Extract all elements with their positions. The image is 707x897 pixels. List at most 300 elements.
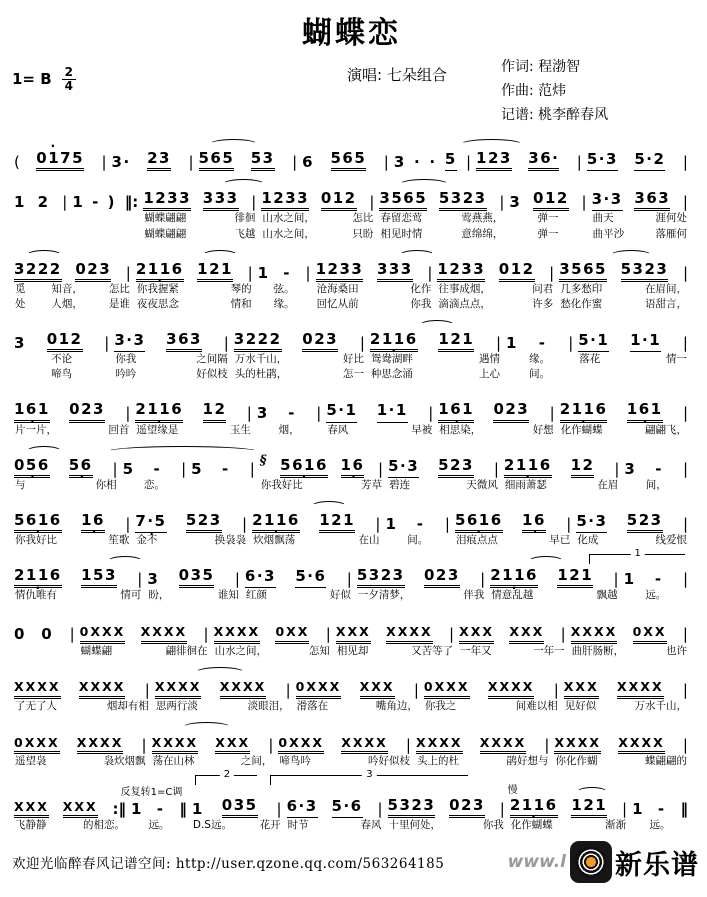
lyric-group: 山水之间， — [262, 227, 315, 240]
lyric-group: 只盼 — [352, 227, 374, 240]
measure — [314, 259, 436, 312]
note-token: XXXX — [488, 680, 535, 698]
note-token: 121 — [197, 261, 233, 282]
lyric-group: 早被 — [411, 423, 433, 436]
note-token: 023 — [424, 567, 460, 588]
note-token: 1 — [191, 799, 204, 818]
lyric-group: 远。 — [148, 819, 170, 832]
lyric-group: 蝴蝶翩 — [80, 644, 113, 657]
measure — [453, 510, 574, 548]
note-token: - — [92, 193, 100, 212]
lyric-group: 片一片， — [15, 423, 57, 436]
lyric-group: 几多愁印 — [560, 282, 603, 295]
lyric-line — [131, 818, 187, 833]
site-url-prefix: www.l — [507, 852, 566, 873]
barline: | — [141, 735, 147, 754]
lyric-group: 你我之 — [424, 699, 457, 712]
lyric-group: 弹一 — [537, 212, 559, 225]
note-token: · 0175 — [36, 150, 84, 171]
barline: ‖ — [680, 799, 688, 818]
measure — [70, 188, 141, 241]
note-token: XXXX — [341, 736, 388, 754]
lyric-group: 天微风 — [466, 478, 498, 491]
lyric-line — [72, 226, 138, 241]
measure — [457, 621, 569, 659]
barline: | — [613, 570, 619, 589]
barline: | — [576, 153, 582, 172]
segno-icon: § — [259, 452, 267, 468]
measure — [259, 188, 377, 241]
lyric-line — [261, 211, 374, 226]
lyric-group: 你我握紧 — [136, 282, 179, 295]
measure — [250, 510, 383, 548]
notes-line — [510, 795, 627, 818]
barline: | — [682, 263, 688, 282]
lyric-line — [287, 818, 383, 833]
lyric-group: 弦。 — [273, 282, 295, 295]
note-token: 333 — [203, 190, 239, 211]
lyric-line — [143, 227, 256, 242]
lyric-line — [147, 588, 240, 603]
system-8 — [12, 548, 691, 603]
notes-line — [632, 795, 688, 818]
lyric-group: 曲肝肠断， — [571, 644, 625, 657]
lyric-line — [252, 533, 380, 548]
note-token: 6 — [302, 153, 315, 172]
barline: | — [247, 263, 253, 282]
lyric-group: 好似枝 — [196, 368, 228, 381]
note-token: XXX — [14, 800, 49, 818]
lyric-group: 琴的 — [230, 282, 252, 295]
lyric-group: 在山 — [358, 534, 380, 547]
lyric-group: 你化作蝴 — [555, 755, 598, 768]
lyric-group: 春留恋莺 — [380, 212, 423, 225]
lyric-group: 袅炊烟飘 — [103, 755, 146, 768]
notes-line — [578, 329, 688, 352]
note-token: 36· — [528, 150, 559, 171]
notes-line — [252, 510, 380, 533]
barline: | — [234, 570, 240, 589]
lyric-group: 化作 — [410, 282, 432, 295]
barline: | — [285, 680, 291, 699]
slur-arc — [182, 722, 232, 733]
lyric-group: 十里何处， — [388, 819, 442, 832]
lyric-line — [316, 297, 433, 312]
barline: | — [682, 570, 689, 589]
lyric-line — [260, 478, 383, 493]
notes-line — [459, 621, 566, 644]
note-token: 5·6 — [332, 798, 363, 818]
measure — [12, 400, 133, 438]
lyric-line — [624, 478, 688, 493]
note-token: 3 — [393, 153, 406, 172]
note-token: 1 — [14, 193, 26, 212]
lyric-line — [554, 754, 688, 769]
measure — [504, 329, 576, 382]
barline: | — [682, 334, 688, 353]
notes-line — [504, 455, 620, 478]
barline: | — [682, 193, 688, 212]
note-token: 523 — [186, 512, 222, 533]
notes-line — [296, 676, 419, 699]
measure — [12, 148, 110, 171]
barline: | — [325, 625, 331, 644]
note-token: XXXX — [155, 680, 202, 698]
note-token: XXXX — [220, 680, 267, 698]
lyric-group: 好比 — [342, 353, 364, 366]
note-token: 16 · — [522, 512, 546, 533]
note-token: XXXX — [617, 680, 664, 698]
measure — [150, 731, 277, 769]
lyric-line — [576, 533, 688, 548]
notes-line — [490, 565, 618, 588]
system-1 — [12, 135, 691, 171]
lyric-line — [114, 367, 228, 382]
lyric-group: 了无了人 — [15, 699, 57, 712]
note-token: 0 — [41, 625, 54, 644]
measure — [562, 676, 691, 714]
lyric-group: 许多 — [532, 298, 554, 311]
lyric-group: 嘴角边， — [375, 699, 418, 712]
note-token: 1233 — [143, 190, 191, 211]
lyric-group: 觅 — [15, 282, 26, 295]
note-token: 363 — [166, 331, 202, 352]
measure — [507, 188, 589, 241]
measures-row — [12, 400, 691, 438]
lyric-line — [379, 211, 504, 226]
lyric-group: 往事成烟， — [438, 282, 491, 295]
note-token: 12 — [203, 401, 227, 422]
measure — [258, 452, 386, 493]
notes-line — [564, 676, 688, 699]
note-token: 2116 · — [136, 261, 184, 282]
lyric-line — [14, 588, 142, 603]
note-token: · — [429, 153, 437, 172]
notes-line — [14, 795, 126, 818]
barline: | — [549, 263, 555, 282]
lyric-line — [509, 227, 586, 242]
lyric-group: 头的杜鹃， — [234, 368, 288, 381]
measure — [133, 400, 254, 438]
notes-line — [14, 731, 147, 754]
lyric-group: 你我好比 — [260, 478, 303, 491]
notes-line — [476, 148, 582, 171]
note-token: 5 — [191, 459, 204, 478]
barline: | — [581, 193, 587, 212]
measure — [12, 455, 121, 493]
lyric-line — [379, 227, 504, 242]
lyric-group: 沧海桑田 — [316, 282, 359, 295]
lyric-group: 你我 — [482, 819, 504, 832]
notes-line — [234, 329, 365, 352]
measure — [355, 565, 488, 603]
barline: | — [242, 514, 248, 533]
note-token: 5·3 — [388, 458, 419, 478]
volta-number: 1 — [630, 548, 644, 559]
notes-line — [287, 795, 383, 818]
lyric-group: 怎比 — [108, 282, 130, 295]
note-token: XXXX — [554, 736, 601, 754]
notes-line — [416, 731, 550, 754]
note-token: 121 — [319, 512, 355, 533]
lyric-line — [437, 297, 554, 312]
lyric-line — [336, 644, 454, 659]
lyric-line — [624, 588, 688, 603]
measure — [422, 676, 562, 714]
barline: | — [137, 570, 143, 589]
note-token: 565 — [331, 150, 367, 171]
lyric-group: 好似 — [329, 589, 351, 602]
measure — [557, 259, 691, 312]
barline: | — [104, 334, 110, 353]
note-token: 6·3 — [245, 568, 276, 588]
measure — [153, 676, 294, 714]
notes-line — [14, 329, 109, 352]
measure — [189, 455, 258, 493]
lyric-group: 啼鸟吟 — [279, 755, 311, 768]
measure — [558, 400, 691, 438]
lyric-line — [14, 282, 131, 297]
note-token: XXXX — [416, 736, 463, 754]
note-token: 5·1 — [326, 402, 357, 422]
notes-line — [14, 400, 130, 423]
lyric-group: 又苦等了 — [411, 644, 454, 657]
note-token: 3222 — [14, 261, 62, 282]
note-token: 0XX — [633, 625, 667, 643]
lyric-group: 碧连 — [389, 478, 411, 491]
note-token: - — [283, 263, 291, 282]
lyric-line — [592, 227, 688, 242]
note-token: 23 — [147, 150, 171, 171]
lyric-line — [136, 282, 253, 297]
lyric-line — [424, 699, 559, 714]
lyric-group: 山水之间， — [262, 212, 315, 225]
measure — [294, 676, 422, 714]
notes-line — [587, 148, 688, 171]
lyric-line — [143, 211, 256, 226]
lyric-group: 徘徊 — [234, 212, 256, 225]
slur-arc — [195, 667, 245, 678]
lyric-line — [578, 352, 688, 367]
credits-block — [501, 56, 691, 127]
measure — [12, 329, 112, 382]
lyric-group: 落雁何 — [655, 227, 687, 240]
lyric-group: 你我好比 — [15, 534, 57, 547]
lyric-group: 的相恋。 — [83, 819, 126, 832]
lyric-group: 芳草 — [361, 478, 383, 491]
note-token: 023 — [75, 261, 111, 282]
lyric-line — [326, 423, 433, 438]
lyric-group: 意绵绵， — [461, 227, 504, 240]
lyric-line — [504, 478, 620, 493]
barline: | — [251, 193, 257, 212]
lyric-group: 弹一 — [537, 227, 559, 240]
notes-line — [192, 795, 282, 818]
barline: ‖: — [124, 193, 139, 212]
measures-row — [12, 795, 691, 833]
lyric-group: 处 — [15, 298, 26, 311]
lyric-group: 相思染， — [439, 423, 482, 436]
header-meta — [12, 56, 691, 127]
measure — [212, 621, 334, 659]
barline: | — [682, 153, 688, 172]
notes-line — [112, 148, 194, 171]
lyric-group: 相见却 — [336, 644, 369, 657]
notes-line — [438, 400, 554, 423]
note-token: 7·5 · — [135, 513, 166, 533]
lyric-group: 恋。 — [143, 478, 165, 491]
lyric-line — [506, 367, 573, 382]
lyric-group: 你相 — [95, 478, 117, 491]
lyric-group: 飞静静 — [15, 819, 47, 832]
notes-line — [147, 565, 240, 588]
measure — [392, 148, 474, 171]
note-token: 1·1 — [630, 332, 661, 352]
lyric-line — [559, 297, 688, 312]
lyric-group: 情仇唯有 — [15, 589, 57, 602]
lyric-line — [571, 644, 688, 659]
lyric-group: 盼， — [148, 589, 170, 602]
measure — [276, 731, 414, 769]
note-token: XXX — [509, 625, 544, 643]
measure — [386, 795, 508, 833]
measure — [12, 259, 134, 312]
measure — [488, 565, 621, 603]
system-5 — [12, 387, 691, 438]
lyric-group: 之间， — [240, 755, 273, 768]
barline: | — [682, 514, 689, 533]
lyric-group: 鸳鸯湖畔 — [370, 353, 413, 366]
note-token: XXXX — [480, 736, 527, 754]
note-token: 0XXX — [278, 736, 324, 754]
barline: | — [246, 404, 252, 423]
notes-line — [152, 731, 274, 754]
measure — [377, 188, 507, 241]
note-token: XXXX — [141, 625, 188, 643]
barline: | — [413, 680, 419, 699]
lyric-line — [506, 352, 573, 367]
time-signature — [62, 66, 76, 92]
barline: | — [375, 514, 381, 533]
note-token: XXXX — [618, 736, 665, 754]
barline: | — [383, 153, 389, 172]
lyric-group: 万水千山， — [234, 353, 288, 366]
barline: | — [622, 799, 628, 818]
note-token: 3 — [147, 570, 160, 589]
lyric-group: 缘。 — [529, 353, 551, 366]
measure — [622, 565, 691, 603]
measure — [255, 400, 324, 438]
lyric-group: 滑落在 — [296, 699, 329, 712]
note-token: XXX — [215, 736, 250, 754]
welcome-line: 欢迎光临醉春风记谱空间: http://user.qzone.qq.com/563264185 — [12, 856, 445, 873]
note-token: XXX — [459, 625, 494, 643]
lyric-group: 种思念涌 — [370, 368, 413, 381]
note-token: 012 — [47, 331, 83, 352]
note-token: XXX — [360, 680, 395, 698]
note-token: 5616 · — [455, 512, 503, 533]
lyric-group: 淡眼泪， — [247, 699, 290, 712]
notes-line — [624, 455, 688, 478]
lyric-group: 相见时情 — [380, 227, 423, 240]
lyric-group: 化成 — [577, 534, 599, 547]
measure — [324, 400, 436, 438]
lyric-group: 早已 — [549, 534, 571, 547]
lyric-group: 愁化作蜜 — [560, 298, 603, 311]
measures-row — [12, 329, 691, 382]
lyric-group: 细雨萧瑟 — [504, 478, 547, 491]
measure — [12, 731, 150, 769]
note-token: 161 · — [627, 401, 663, 422]
notes-line — [135, 400, 251, 423]
notes-line — [316, 259, 433, 282]
notes-line — [394, 148, 471, 171]
lyric-line — [14, 533, 130, 548]
lyric-line — [559, 282, 688, 297]
note-token: - — [288, 404, 296, 423]
notes-line — [302, 148, 389, 171]
measure — [12, 188, 70, 241]
lyric-group: 也许 — [665, 644, 687, 657]
barline: | — [188, 153, 194, 172]
lyric-line — [316, 282, 433, 297]
note-token: 363 — [634, 190, 670, 211]
lyric-group: 谁知 — [217, 589, 239, 602]
barline: | — [493, 459, 499, 478]
note-token: XXX — [336, 625, 371, 643]
lyric-line — [152, 754, 274, 769]
measures-row — [12, 452, 691, 493]
note-token: 2116 · — [560, 401, 608, 422]
note-token: 3222 — [234, 331, 282, 352]
notes-line — [455, 510, 571, 533]
measure — [190, 795, 285, 833]
measure — [134, 259, 256, 312]
notes-line — [14, 676, 150, 699]
measure — [12, 510, 133, 548]
lyric-line — [136, 297, 253, 312]
lyric-group: 间。 — [529, 368, 551, 381]
note-token: 3·3 — [592, 191, 623, 211]
note-token: 161 · — [438, 401, 474, 422]
measure — [121, 455, 190, 493]
notes-line — [370, 329, 501, 352]
note-token: 5323 — [388, 797, 436, 818]
lyric-group: 回首 — [108, 423, 130, 436]
composer-credit: 作曲: 范炜 — [501, 82, 567, 99]
notes-line — [261, 188, 374, 211]
measure — [435, 259, 557, 312]
note-token: 2116 · — [504, 457, 552, 478]
lyric-group: 情和 — [230, 298, 252, 311]
system-2 — [12, 175, 691, 241]
notes-line — [379, 188, 504, 211]
barline: | — [682, 680, 688, 699]
notes-line — [554, 731, 688, 754]
system-6 — [12, 442, 691, 493]
lyric-line — [14, 367, 109, 382]
lyric-line — [192, 818, 282, 833]
note-token: 0XXX — [296, 680, 342, 698]
note-token: 5·2 — [634, 151, 665, 171]
key-label: 1= B — [12, 70, 52, 89]
lyric-line — [261, 227, 374, 242]
notes-line — [131, 795, 187, 818]
note-token: 12 — [571, 457, 595, 478]
barline: | — [444, 514, 450, 533]
lyric-line — [564, 699, 688, 714]
lyric-line — [560, 423, 688, 438]
